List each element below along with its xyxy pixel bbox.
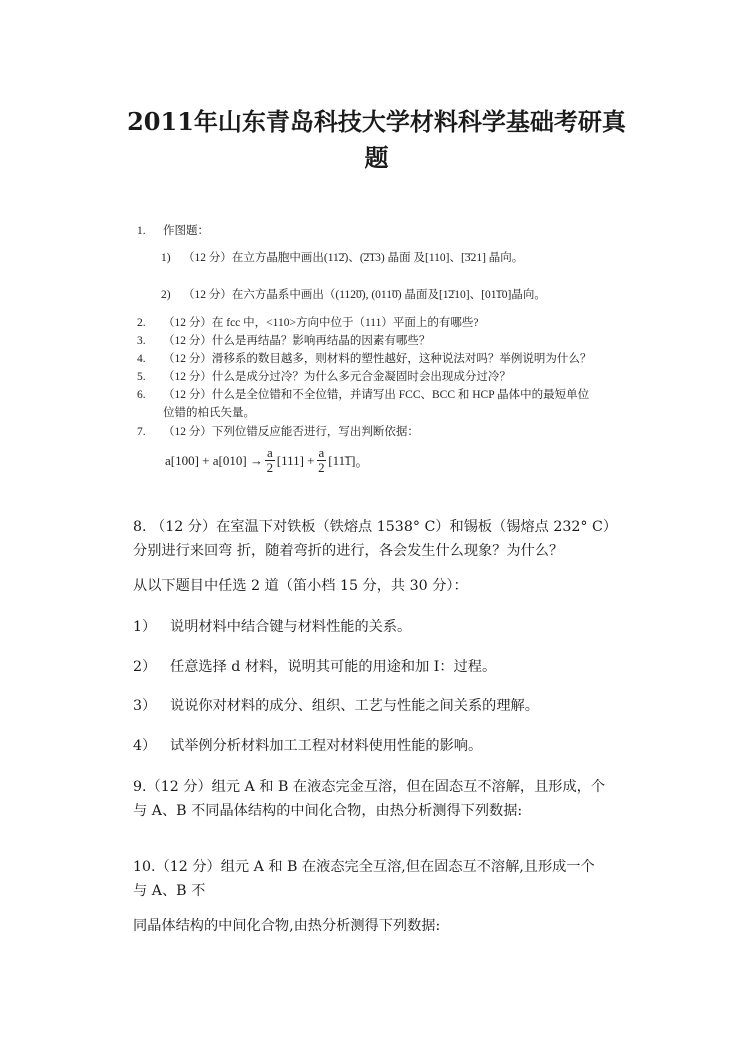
question-1-part-1: 1) （12 分）在立方晶胞中画出(11͞2)、(͞2͞13) 晶面 及[110]、[͞321] 晶向。 bbox=[161, 252, 524, 264]
option-3: 3） 说说你对材料的成分、组织、工艺与性能之间关系的理解。 bbox=[133, 698, 539, 714]
question-8: 8. （12 分）在室温下对铁板（铁熔点 1538° C）和锡板（锡熔点 232° C） 分别进行来回弯 折，随着弯折的进行，各会发生什么现象？为什么？ bbox=[133, 519, 618, 559]
question-4: 4. （12 分）滑移系的数目越多，则材料的塑性越好，这种说法对吗？举例说明为什么？ bbox=[137, 353, 592, 365]
fraction-1: $\frac{a}{2}$ bbox=[266, 445, 274, 475]
question-6: 6. （12 分）什么是全位错和不全位错，并请写出 FCC、BCC 和 HCP 晶体中的最短单位 bbox=[137, 389, 590, 401]
option-1: 1） 说明材料中结合键与材料性能的关系。 bbox=[133, 619, 412, 635]
title-line-2: 题 bbox=[364, 143, 389, 172]
question-6-continued: 位错的柏氏矢量。 bbox=[163, 407, 255, 419]
formula-term-2: [11͞1] bbox=[328, 452, 356, 468]
question-5: 5. （12 分）什么是成分过冷？为什么多元合金凝固时会出现成分过冷？ bbox=[137, 371, 511, 383]
question-10: 10.（12 分）组元 A 和 B 在液态完全互溶,但在固态互不溶解,且形成一个 与 A、B 不 bbox=[133, 859, 595, 899]
formula-term-1: [111] + bbox=[276, 452, 315, 468]
fraction-2: $\frac{a}{2}$ bbox=[318, 445, 325, 475]
question-7: 7. （12 分）下列位错反应能否进行，写出判断依据： bbox=[137, 426, 419, 438]
page-title bbox=[120, 104, 633, 176]
formula-end: 。 bbox=[355, 454, 369, 469]
dislocation-reaction-formula bbox=[165, 446, 369, 475]
choose-instruction: 从以下题目中任选 2 道（笛小档 15 分，共 30 分）： bbox=[133, 578, 468, 594]
question-9: 9.（12 分）组元 A 和 B 在液态完金互溶，但在固态互不溶解，且形成，个 与 A、B 不同晶体结构的中间化合物，由热分析测得下列数据: bbox=[133, 779, 606, 819]
question-2: 2. （12 分）在 fcc 中，<110>方向中位于（111）平面上的有哪些? bbox=[137, 317, 479, 329]
question-1-part-2: 2) （12 分）在六方晶系中画出（(112͞0), (011͞0) 晶面及[1͞210]、[01͞10]晶向。 bbox=[161, 289, 546, 301]
title-line-1: 2011年山东青岛科技大学材料科学基础考研真 bbox=[127, 107, 626, 136]
option-4: 4） 试举例分析材料加工工程对材料使用性能的影响。 bbox=[133, 738, 483, 754]
question-3: 3. （12 分）什么是再结晶？影响再结晶的因素有哪些？ bbox=[137, 335, 431, 347]
option-2: 2） 任意选择 d 材料，说明其可能的用途和加 I：过程。 bbox=[133, 659, 497, 675]
question-10-continued: 同晶体结构的中间化合物,由热分析测得下列数据: bbox=[133, 918, 441, 934]
question-1: 1. 作图题： bbox=[137, 225, 209, 237]
formula-lhs: a[100] + a[010] → bbox=[165, 452, 263, 468]
